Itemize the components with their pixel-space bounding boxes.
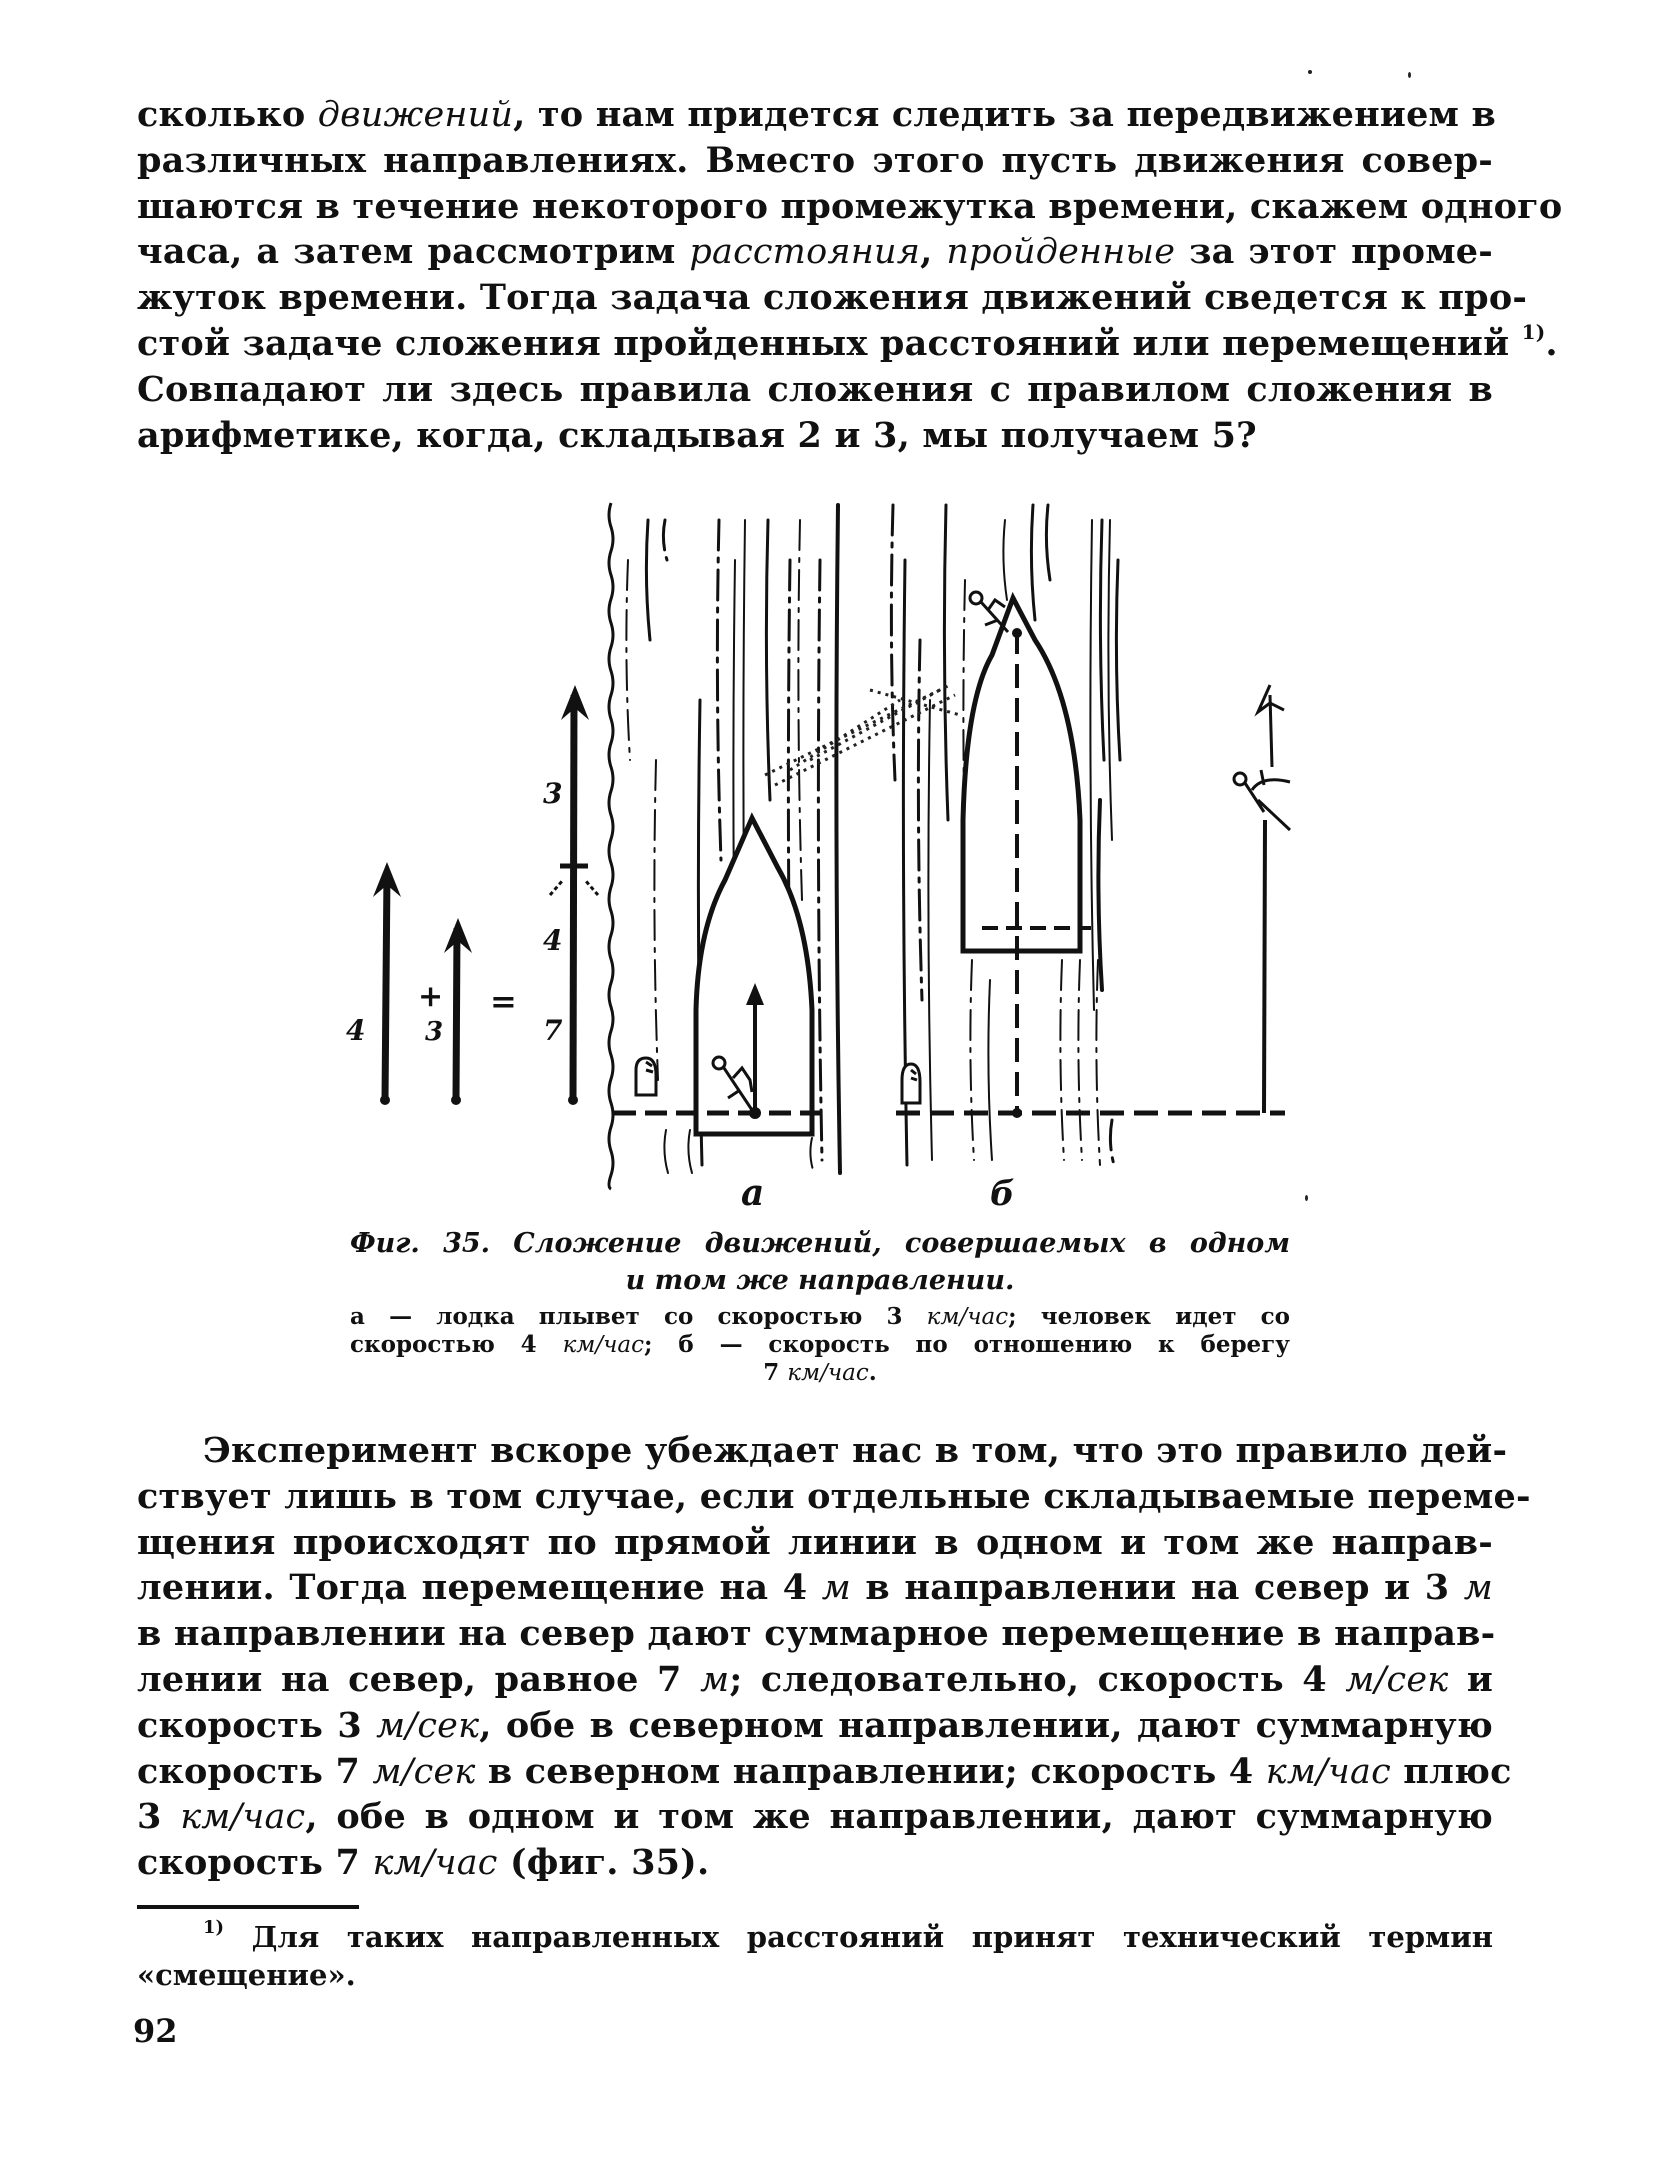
water-stream-line bbox=[664, 1130, 668, 1173]
water-stream-line bbox=[654, 760, 658, 1080]
text-line bbox=[137, 1657, 1493, 1703]
text-line bbox=[350, 1303, 1290, 1331]
text-line bbox=[137, 1565, 1493, 1611]
footnote-ref: 1) bbox=[1521, 319, 1546, 344]
water-stream-line bbox=[663, 520, 667, 560]
water-stream-line bbox=[1100, 520, 1104, 760]
text-segment: Совпадают ли здесь правила сложения с правилом сложения в bbox=[137, 368, 1493, 410]
text-segment: , обе в одном и том же направлении, дают суммарную bbox=[305, 1796, 1493, 1838]
river-bank-left bbox=[609, 503, 613, 1189]
text-line bbox=[137, 1794, 1493, 1840]
text-line bbox=[137, 1749, 1512, 1795]
emphasis: м bbox=[700, 1659, 730, 1700]
water-stream-line bbox=[1098, 800, 1102, 990]
text-segment: арифметике, когда, складывая 2 и 3, мы получаем 5? bbox=[137, 414, 1257, 456]
water-stream-line bbox=[1096, 960, 1100, 1165]
text-line bbox=[137, 1520, 1493, 1566]
text-segment: скорость 3 bbox=[137, 1704, 377, 1746]
text-segment: ; человек идет со bbox=[1008, 1303, 1290, 1330]
emphasis: м bbox=[821, 1568, 851, 1609]
text-segment: плюс bbox=[1390, 1750, 1512, 1792]
shore-observer-arrow bbox=[1258, 685, 1284, 767]
emphasis: м/сек bbox=[372, 1751, 476, 1792]
page-number: 92 bbox=[133, 2012, 178, 2050]
text-segment: лении. Тогда перемещение на 4 bbox=[137, 1567, 822, 1609]
text-line bbox=[137, 1428, 1508, 1474]
water-stream-line bbox=[970, 960, 974, 1160]
water-stream-line bbox=[1116, 560, 1120, 760]
emphasis: расстояния bbox=[689, 232, 921, 273]
water-stream-line bbox=[1090, 520, 1094, 1010]
text-line bbox=[137, 1611, 1496, 1657]
sum-total-7-label: 7 bbox=[543, 1014, 563, 1047]
plus-sign: + bbox=[418, 979, 444, 1014]
vector-3-arrow bbox=[444, 918, 472, 1105]
water-stream-line bbox=[944, 505, 948, 820]
caption-title-line: и том же направлении. bbox=[625, 1265, 1015, 1296]
text-segment: . bbox=[868, 1359, 877, 1386]
walking-person-icon bbox=[970, 592, 1008, 632]
water-stream-line bbox=[717, 520, 721, 860]
footnote-marker: 1) bbox=[203, 1917, 225, 1938]
emphasis: км/час bbox=[787, 1360, 869, 1386]
shore-post-icon bbox=[902, 1064, 920, 1103]
panel-label-b: б bbox=[990, 1174, 1015, 1214]
sum-segment-3-label: 3 bbox=[543, 777, 563, 810]
paragraph-2 bbox=[137, 1428, 1531, 1886]
footnote-text: Для таких направленных расстояний принят технический термин bbox=[251, 1920, 1493, 1954]
water-stream-line bbox=[1078, 960, 1082, 1160]
water-stream-line bbox=[918, 640, 922, 1000]
footnote bbox=[137, 1918, 1493, 1994]
water-stream-line bbox=[688, 1130, 692, 1173]
text-line bbox=[137, 1840, 1493, 1886]
water-stream-line bbox=[1031, 505, 1035, 620]
emphasis: км/час bbox=[562, 1332, 645, 1358]
panel-label-a: а bbox=[741, 1172, 765, 1214]
text-segment: скоростью 4 bbox=[350, 1331, 563, 1358]
vector-4-arrow bbox=[373, 862, 401, 1105]
text-segment: ствует лишь в том случае, если отдельные складываемые переме- bbox=[137, 1475, 1531, 1517]
water-stream-line bbox=[626, 560, 630, 760]
emphasis: км/час bbox=[180, 1797, 306, 1838]
footnote-rule bbox=[137, 1905, 359, 1909]
text-segment: и bbox=[1448, 1658, 1494, 1700]
text-segment: в северном направлении; скорость 4 bbox=[475, 1750, 1266, 1792]
text-line bbox=[137, 1703, 1493, 1749]
caption-title-line: Фиг. 35. Сложение движений, совершаемых в одном bbox=[350, 1228, 1290, 1259]
text-segment: за этот проме- bbox=[1175, 231, 1493, 273]
scan-speck bbox=[1408, 72, 1411, 78]
water-stream-line bbox=[1108, 520, 1112, 840]
text-line bbox=[350, 1359, 1290, 1387]
water-stream-line bbox=[810, 1138, 814, 1173]
text-segment: (фиг. 35). bbox=[497, 1842, 710, 1884]
text-segment: в направлении на север дают суммарное перемещение в направ- bbox=[137, 1613, 1496, 1655]
emphasis: пройденные bbox=[946, 232, 1176, 273]
text-segment: , то нам придется следить за передвижением в bbox=[513, 94, 1497, 135]
text-segment: ; следовательно, скорость 4 bbox=[729, 1658, 1346, 1700]
text-segment: в направлении на север и 3 bbox=[850, 1567, 1464, 1609]
text-line bbox=[350, 1331, 1290, 1359]
text-segment: , bbox=[920, 231, 947, 273]
text-segment: шаются в течение некоторого промежутка времени, скажем одного bbox=[137, 185, 1563, 227]
text-segment: скорость 7 bbox=[137, 1842, 373, 1884]
sum-segment-4-label: 4 bbox=[543, 924, 563, 957]
water-stream-line bbox=[1046, 505, 1050, 580]
emphasis: км/час bbox=[1265, 1751, 1391, 1792]
text-segment: 7 bbox=[763, 1359, 788, 1386]
scan-speck bbox=[1305, 1195, 1308, 1201]
boat-b bbox=[963, 598, 1080, 951]
water-stream-line bbox=[1110, 1120, 1114, 1165]
emphasis: м bbox=[1463, 1568, 1494, 1609]
water-stream-line bbox=[836, 505, 840, 1173]
emphasis: км/час bbox=[926, 1304, 1009, 1330]
shore-observer-path bbox=[1264, 820, 1265, 1113]
water-stream-line bbox=[1060, 960, 1064, 1160]
emphasis: движений bbox=[317, 95, 514, 135]
water-stream-line bbox=[988, 980, 992, 1160]
text-segment: а — лодка плывет со скоростью 3 bbox=[350, 1303, 927, 1330]
text-segment: сколько bbox=[137, 94, 318, 135]
text-segment: . bbox=[1545, 322, 1558, 364]
text-segment: скорость 7 bbox=[137, 1750, 373, 1792]
footnote-line: «смещение». bbox=[137, 1958, 356, 1992]
water-stream-line bbox=[891, 505, 895, 780]
emphasis: м/сек bbox=[376, 1705, 480, 1746]
emphasis: км/час bbox=[372, 1843, 498, 1884]
text-segment: жуток времени. Тогда задача сложения движений сведется к про- bbox=[137, 277, 1528, 319]
footnote-line bbox=[137, 1918, 1493, 1956]
scan-speck bbox=[1308, 70, 1312, 74]
text-segment: ; б — скорость по отношению к берегу bbox=[644, 1331, 1291, 1358]
water-stream-line bbox=[766, 520, 770, 800]
text-segment: лении на север, равное 7 bbox=[137, 1658, 701, 1700]
text-segment: щения происходят по прямой линии в одном и том же направ- bbox=[137, 1521, 1493, 1563]
water-stream-line bbox=[1003, 520, 1007, 600]
shore-post-icon bbox=[636, 1058, 656, 1095]
text-segment: Эксперимент вскоре убеждает нас в том, что это правило дей- bbox=[203, 1430, 1508, 1471]
emphasis: м/сек bbox=[1345, 1659, 1449, 1700]
water-stream-line bbox=[798, 520, 802, 900]
text-segment: стой задаче сложения пройденных расстояний или перемещений bbox=[137, 322, 1522, 364]
water-stream-line bbox=[646, 520, 650, 640]
walking-person-icon bbox=[1234, 770, 1290, 830]
text-segment: различных направлениях. Вместо этого пусть движения совер- bbox=[137, 139, 1493, 181]
water-stream-line bbox=[928, 700, 932, 1160]
text-segment: , обе в северном направлении, дают суммарную bbox=[479, 1704, 1493, 1746]
figure-caption-body bbox=[350, 1303, 1290, 1387]
text-segment: часа, а затем рассмотрим bbox=[137, 231, 690, 273]
text-line bbox=[137, 1474, 1531, 1520]
figure-caption-title bbox=[350, 1225, 1290, 1299]
text-segment: 3 bbox=[137, 1796, 181, 1838]
water-stream-line bbox=[818, 560, 822, 1160]
vector-3-label: 3 bbox=[425, 1017, 444, 1047]
vector-4-label: 4 bbox=[346, 1014, 366, 1047]
equals-sign: = bbox=[490, 982, 517, 1020]
